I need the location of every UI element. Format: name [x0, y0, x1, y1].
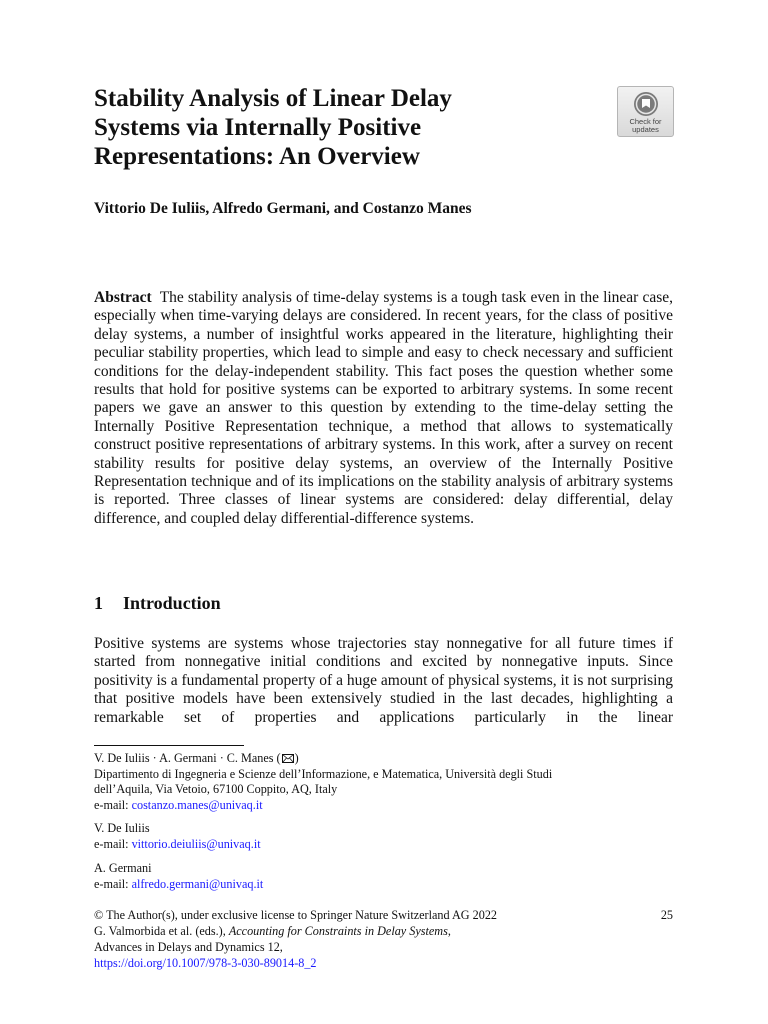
footnote-author-contact: [94, 821, 694, 852]
check-for-updates-label: Check for updates: [629, 117, 662, 134]
footnote-divider: [94, 745, 244, 746]
section-title: Introduction: [123, 593, 221, 613]
doi-link[interactable]: https://doi.org/10.1007/978-3-030-89014-8_2: [94, 956, 317, 970]
author-name: A. Germani: [94, 861, 152, 875]
crossmark-icon: [633, 91, 659, 117]
affiliation-line: Dipartimento di Ingegneria e Scienze dell’Informazione, e Matematica, Università degli Studi: [94, 766, 553, 781]
section-number: 1: [94, 593, 103, 613]
title-line: Stability Analysis of Linear Delay: [94, 85, 452, 112]
email-line: e-mail: costanzo.manes@univaq.it: [94, 797, 263, 812]
footnote-author-contact: [94, 861, 694, 892]
section-heading: [94, 593, 221, 614]
book-citation: G. Valmorbida et al. (eds.), Accounting for Constraints in Delay Systems,: [94, 924, 451, 938]
introduction-paragraph: Positive systems are systems whose trajectories stay nonnegative for all future times if started from nonnegative initial conditions and excited by nonnegative inputs. Since positivity is a fundamental property of a huge amount of physical systems, it is not surprising that positive models have been extensively studied in the last decades, highlighting a remarkable set of properties and applications particularly in the linear: [94, 635, 673, 726]
book-title: Accounting for Constraints in Delay Systems: [228, 924, 448, 938]
title-line: Systems via Internally Positive: [94, 114, 422, 141]
email-line: e-mail: vittorio.deiuliis@univaq.it: [94, 836, 261, 851]
copyright-notice: © The Author(s), under exclusive license to Springer Nature Switzerland AG 2022: [94, 908, 498, 922]
abstract-label: Abstract: [94, 289, 152, 306]
paper-title: [94, 84, 574, 171]
imprint: [94, 907, 673, 971]
email-line: e-mail: alfredo.germani@univaq.it: [94, 876, 264, 891]
affiliation-line: dell’Aquila, Via Vetoio, 67100 Coppito, AQ, Italy: [94, 782, 338, 796]
email-link[interactable]: costanzo.manes@univaq.it: [131, 797, 263, 812]
book-series: Advances in Delays and Dynamics 12,: [94, 940, 283, 954]
check-for-updates-badge[interactable]: [617, 86, 674, 137]
author-name: V. De Iuliis: [94, 821, 150, 835]
footnote-authors: V. De Iuliis · A. Germani · C. Manes ( ): [94, 751, 299, 765]
abstract-text: The stability analysis of time-delay systems is a tough task even in the linear case, especially when time-varying delays are considered. In recent years, for the class of positive delay systems, a number of insightful works appeared in the literature, highlighting their peculiar stability properties, which lead to simple and easy to check necessary and sufficient conditions for the delay-independent stability. This fact poses the question whether some results that hold for positive systems can be exported to arbitrary systems. In some recent papers we gave an answer to this question by extending to the time-delay setting the Internally Positive Representation technique, a method that allows to systematically construct positive representations of arbitrary systems. In this work, after a survey on recent stability results for positive delay systems, an overview of the Internally Positive Representation technique and of its implications on the stability analysis of arbitrary systems is reported. Three classes of linear systems are considered: delay differential, delay difference, and coupled delay differential-difference systems.: [94, 289, 673, 527]
email-link[interactable]: vittorio.deiuliis@univaq.it: [131, 836, 261, 851]
title-line: Representations: An Overview: [94, 143, 420, 170]
abstract: [94, 289, 673, 528]
email-link[interactable]: alfredo.germani@univaq.it: [131, 876, 264, 891]
author-list: Vittorio De Iuliis, Alfredo Germani, and Costanzo Manes: [94, 200, 472, 217]
footnote-affiliation: [94, 751, 694, 813]
page-number: 25: [660, 908, 673, 922]
envelope-icon: [282, 754, 294, 763]
